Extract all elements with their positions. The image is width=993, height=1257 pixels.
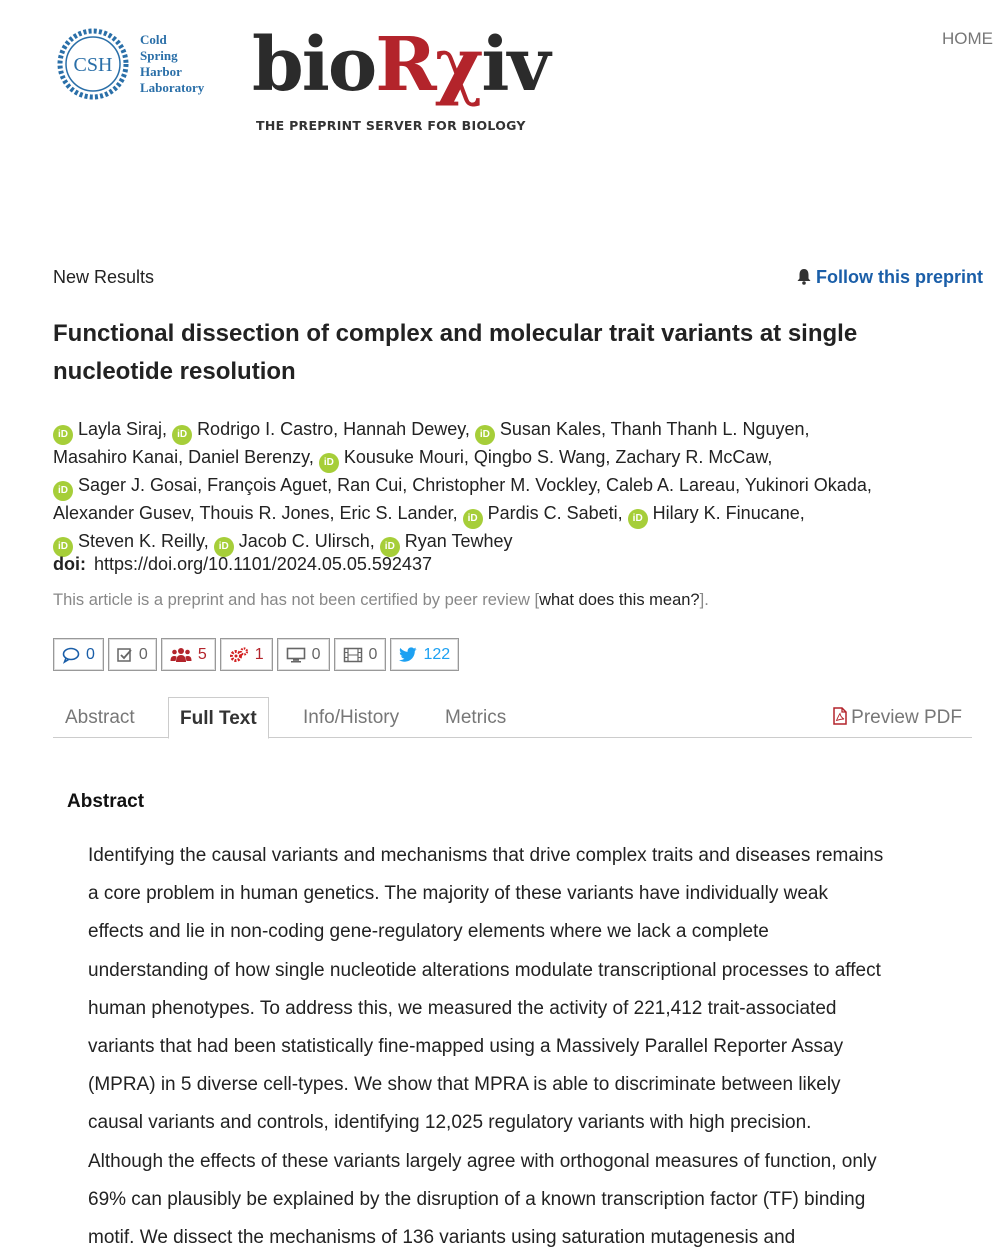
article-tabs [53,697,972,738]
videos-count: 0 [368,645,378,663]
author-name[interactable]: Steven K. Reilly [78,531,204,551]
gears-icon [229,647,249,663]
orcid-icon[interactable]: iD [463,509,483,529]
biorxiv-wordmark: bioRχiv [252,22,549,108]
author-separator: , [804,419,810,439]
author-name[interactable]: Masahiro Kanai [53,447,179,467]
author-separator: , [369,531,380,551]
abstract-line: 69% can plausibly be explained by the disruption of a known transcription factor (TF) binding [88,1188,866,1210]
biorxiv-logo[interactable] [252,20,552,133]
author-list [53,417,978,557]
author-separator: , [178,447,189,467]
reviews-count: 0 [138,645,148,663]
author-separator: , [333,419,344,439]
author-name[interactable]: Pardis C. Sabeti [487,503,618,523]
abstract-line: motif. We dissect the mechanisms of 136 variants using saturation mutagenesis and [88,1227,796,1249]
author-name[interactable]: Hilary K. Finucane [652,503,800,523]
author-name[interactable]: Sager J. Gosai [78,475,198,495]
disclaimer-suffix: ]. [699,591,709,609]
author-line [53,501,978,529]
abstract-line: effects and lie in non-coding gene-regulatory elements where we lack a complete [88,921,769,943]
author-separator: , [464,419,475,439]
metrics-bar [53,638,459,671]
pdf-file-icon [833,707,847,725]
author-separator: , [595,475,606,495]
author-name[interactable]: Yukinori Okada [744,475,867,495]
community-reviews-metric[interactable] [161,638,216,671]
author-separator: , [735,475,745,495]
orcid-icon[interactable]: iD [53,425,73,445]
biorxiv-tagline: THE PREPRINT SERVER FOR BIOLOGY [256,118,526,133]
csh-line: Spring [140,48,178,63]
author-name[interactable]: Daniel Berenzy [188,447,309,467]
follow-preprint-link[interactable] [796,267,983,288]
community-reviews-count: 5 [197,645,207,663]
abstract-heading: Abstract [67,791,145,812]
orcid-icon[interactable]: iD [475,425,495,445]
abstract-line: Identifying the causal variants and mechanisms that drive complex traits and diseases remains [88,845,884,866]
author-separator: , [617,503,628,523]
orcid-icon[interactable]: iD [628,509,648,529]
doi-line [53,554,432,575]
abstract-line: causal variants and controls, identifying 12,025 regulatory variants with high precision. [88,1112,812,1134]
bell-icon [796,267,812,288]
author-separator: , [600,419,611,439]
author-name[interactable]: Zachary R. McCaw [615,447,768,467]
comments-metric[interactable] [53,638,104,671]
author-separator: , [866,475,872,495]
author-separator: , [162,419,173,439]
orcid-icon[interactable]: iD [53,537,73,557]
twitter-count: 122 [423,645,451,663]
twitter-metric[interactable] [390,638,459,671]
author-name[interactable]: Ryan Tewhey [404,531,513,551]
author-name[interactable]: Alexander Gusev [53,503,190,523]
author-separator: , [402,475,413,495]
csh-line: Harbor [140,64,182,79]
author-line [53,445,978,473]
reviews-metric[interactable] [108,638,157,671]
csh-ring-icon [55,26,131,102]
twitter-icon [399,647,417,662]
orcid-icon[interactable]: iD [319,453,339,473]
author-separator: , [463,447,474,467]
abstract-line: Although the effects of these variants largely agree with orthogonal measures of function, only [88,1150,877,1172]
monitor-icon [286,647,306,663]
videos-metric[interactable] [334,638,387,671]
author-line [53,529,978,557]
author-separator: , [767,447,773,467]
author-separator: , [197,475,208,495]
csh-line: Laboratory [140,80,205,95]
tools-metric[interactable] [220,638,273,671]
disclaimer-text: This article is a preprint and has not been certified by peer review [ [53,591,540,609]
author-name[interactable]: Thouis R. Jones [199,503,330,523]
comment-icon [62,647,80,663]
orcid-icon[interactable]: iD [380,537,400,557]
csh-monogram: CSH [73,54,113,76]
article-title: Functional dissection of complex and molecular trait variants at single nucleotide resolution [53,320,858,385]
author-name[interactable]: François Aguet [207,475,328,495]
tab-full-text[interactable]: Full Text [168,697,269,739]
author-name[interactable]: Christopher M. Vockley [412,475,596,495]
abstract-line: understanding of how single nucleotide alterations modulate transcriptional processes to affect [88,959,881,981]
author-separator: , [329,503,340,523]
author-name[interactable]: Eric S. Lander [339,503,453,523]
author-name[interactable]: Rodrigo I. Castro [197,419,334,439]
peer-review-disclaimer [53,591,709,610]
tab-abstract[interactable]: Abstract [65,707,135,728]
presentations-metric[interactable] [277,638,330,671]
tools-count: 1 [254,645,264,663]
follow-label: Follow this preprint [816,267,983,287]
author-separator: , [189,503,200,523]
abstract-line: variants that had been statistically fine-mapped using a Massively Parallel Reporter Assay [88,1036,844,1058]
preview-pdf-link[interactable] [833,697,962,738]
abstract-line: human phenotypes. To address this, we measured the activity of 221,412 trait-associated [88,997,837,1019]
author-line [53,417,978,445]
orcid-icon[interactable]: iD [214,537,234,557]
author-name[interactable]: Qingbo S. Wang [473,447,606,467]
author-separator: , [203,531,214,551]
author-name[interactable]: Susan Kales [499,419,601,439]
author-separator: , [605,447,616,467]
author-separator: , [327,475,338,495]
author-line [53,473,978,501]
csh-logo[interactable] [55,26,204,102]
abstract-body [88,837,958,1257]
doi-label: doi: [53,554,86,574]
author-name[interactable]: Caleb A. Lareau [605,475,736,495]
presentations-count: 0 [311,645,321,663]
author-separator: , [799,503,805,523]
film-icon [343,647,363,663]
abstract-line: (MPRA) in 5 diverse cell-types. We show that MPRA is able to discriminate between likely [88,1074,841,1096]
author-name[interactable]: Hannah Dewey [343,419,465,439]
comments-count: 0 [86,645,95,663]
what-does-this-mean-link[interactable]: what does this mean? [539,591,700,609]
doi-link[interactable]: https://doi.org/10.1101/2024.05.05.592437 [94,554,432,574]
author-name[interactable]: Thanh Thanh L. Nguyen [610,419,805,439]
author-name[interactable]: Ran Cui [337,475,403,495]
abstract-line: a core problem in human genetics. The majority of these variants have individually weak [88,883,828,905]
tab-metrics[interactable]: Metrics [445,707,507,728]
orcid-icon[interactable]: iD [172,425,192,445]
csh-wordmark [140,32,204,96]
checklist-icon [117,647,133,663]
author-separator: , [308,447,319,467]
preview-pdf-label: Preview PDF [851,707,962,728]
article-category: New Results [53,267,155,287]
orcid-icon[interactable]: iD [53,481,73,501]
nav-home-link[interactable]: HOME [942,29,993,48]
author-name[interactable]: Jacob C. Ulirsch [238,531,370,551]
author-name[interactable]: Kousuke Mouri [343,447,464,467]
csh-line: Cold [140,32,167,47]
author-name[interactable]: Layla Siraj [78,419,163,439]
tab-info-history[interactable]: Info/History [303,707,400,728]
author-separator: , [452,503,463,523]
users-icon [170,647,192,663]
